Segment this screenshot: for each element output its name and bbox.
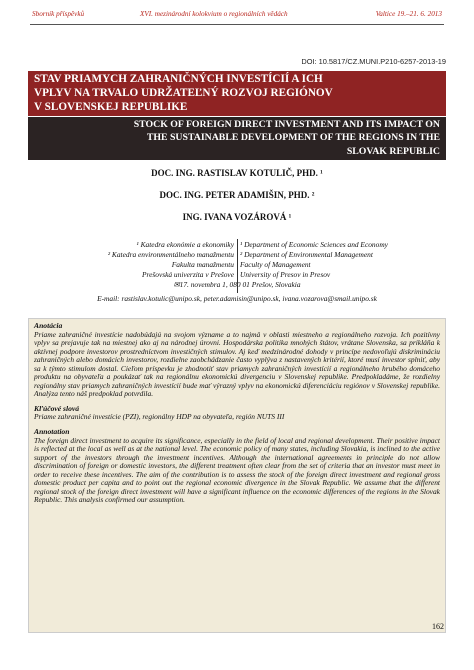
affil-sk-line: ¹ Katedra ekonómie a ekonomiky [136,240,234,249]
affil-en-line: University of Presov in Presov [240,270,331,279]
affil-sk-line: Fakulta manažmentu [171,260,234,269]
title-sk-line: STAV PRIAMYCH ZAHRANIČNÝCH INVESTÍCIÍ A ICH [34,73,323,85]
affiliation-divider [237,239,238,293]
title-en-line: SLOVAK REPUBLIC [346,145,440,157]
abstract-en-heading: Annotation [34,427,70,437]
author-vozarova: ING. IVANA VOZÁROVÁ ¹ [182,212,292,222]
running-header [32,10,442,24]
header-colloquium: XVI. mezinárodní kolokvium o regionálních vědách [140,10,288,18]
header-proceedings: Sborník příspěvků [32,10,85,18]
affil-en-line: Faculty of Management [240,260,311,269]
header-venue-date: Valtice 19.–21. 6. 2013 [375,10,442,18]
keywords-sk-text: Priame zahraničné investície (PZI), regionálny HDP na obyvateľa, región NUTS III [34,412,285,422]
abstract-sk-heading: Anotácia [34,321,63,330]
title-english [28,117,446,160]
title-slovak [28,71,446,116]
page-number: 162 [432,622,444,631]
abstract-box [28,318,446,633]
title-sk-line: VPLYV NA TRVALO UDRŽATEĽNÝ ROZVOJ REGIÓNOV [34,87,333,99]
abstract-sk-text: Priame zahraničné investície nadobúdajú na svojom význame a to najmä v oblasti miestneho a regionálneho rozvoja. Ich pozitívny vplyv sa prejavuje tak na miestnej ako aj na národnej úrovni. Hospodárska politika mnohých štátov, vrátane Slovenska, sa prikláňa k aktívnej podpore investorov prostredníctvom investičných stimulov. Aj keď medzinárodné dohody v princípe nedovoľujú diskrimináciu zahraničných alebo domácich investorov, rozdielne zaobchádzanie často vyplýva z nastavených kritérií, ktoré musí investor splniť, aby sa k týmto stimulom dostal. Cieľom príspevku je zhodnotiť stav priamych zahraničných investícií a regionálneho hrubého domáceho produktu na obyvateľa a poukázať tak na regionálnu ekonomickú divergenciu v Slovenskej republike. Predpokladáme, že rozdielny regionálny stav priamych zahraničných investícií bude mať výrazný vplyv na ekonomickú diferenciáciu regiónov v Slovenskej republike. Analýza tento náš predpoklad potvrdila. [34,329,440,399]
affil-sk-line: Prešovská univerzita v Prešove [141,270,234,279]
affil-en-line: ² Department of Environmental Management [240,250,373,259]
title-sk-line: V SLOVENSKEJ REPUBLIKE [34,101,188,113]
title-en-line: THE SUSTAINABLE DEVELOPMENT OF THE REGIONS IN THE [146,132,440,144]
keywords-sk-heading: Kľúčové slová [34,403,80,413]
abstract-en-text: The foreign direct investment to acquire its significance, especially in the field of local and regional development. Their positive impact is reflected at the local as well as at the national level. The economic policy of many states, including Slovakia, is inclined to the active support of the investors through the investment incentives. Although the international agreements in principle do not allow discrimination of foreign or domestic investors, the different treatment often clear from the set of criteria that an investor must meet in order to receive these incentives. The aim of the contribution is to assess the stock of the foreign direct investment and regional gross domestic product per capita and to point out the regional economic divergence in the Slovak Republic. We assume that the different regional stock of the foreign direct investment will have a significant influence on the economic differences of the regions in the Slovak Republic. This analysis confirmed our assumption. [34,435,440,505]
title-en-line: STOCK OF FOREIGN DIRECT INVESTMENT AND ITS IMPACT ON [133,119,440,130]
postal-address: ✉17. novembra 1, 080 01 Prešov, Slovakia [173,280,301,289]
author-emails: E-mail: rastislav.kotulic@unipo.sk, peter.adamisin@unipo.sk, ivana.vozarova@smail.unipo.sk [97,294,377,303]
affiliation-slovak [108,240,234,280]
affil-sk-line: ² Katedra environmentálneho manažmentu [107,250,234,259]
affiliation-english [240,240,388,280]
header-rule [30,24,444,25]
affil-en-line: ¹ Department of Economic Sciences and Economy [240,240,388,249]
doi-link[interactable]: DOI: 10.5817/CZ.MUNI.P210-6257-2013-19 [301,57,446,66]
author-kotulic: DOC. ING. RASTISLAV KOTULIČ, PHD. ¹ [151,168,323,178]
author-adamisin: DOC. ING. PETER ADAMIŠIN, PHD. ² [159,190,315,200]
